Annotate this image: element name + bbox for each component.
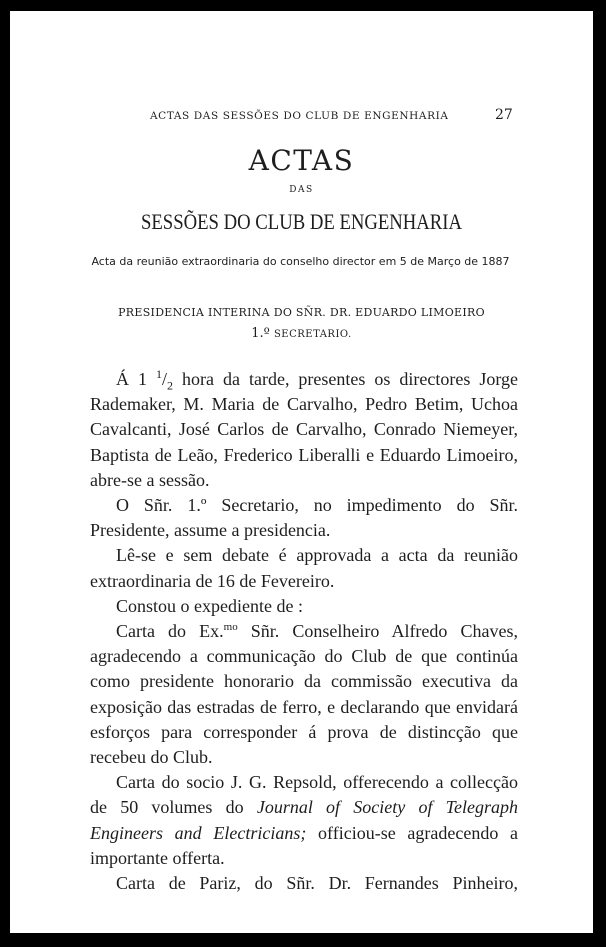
meeting-heading: Acta da reunião extraordinaria do conselho director em 5 de Março de 1887 [91,255,510,268]
club-title: SESSÕES DO CLUB DE ENGENHARIA [140,209,463,234]
paragraph-expedient: Constou o expediente de : [116,595,303,616]
letter-repsold-text: officiou-se agradecendo a importante offerta. [90,822,519,868]
paragraph-approval: Lê-se e sem debate é approvada a acta da reunião extraordinaria de 16 de Fevereiro. [90,545,518,591]
letter-repsold-start: Carta do socio J. G. Repsold, offerecendo a collecção de 50 volumes do [90,772,518,818]
opening-word: Á [116,369,129,389]
document-page [10,11,593,933]
letter-chaves-text: Sñr. Conselheiro Alfredo Chaves, agradecendo a communicação do Club de que continúa como presidente honorario da commissão executiva da exposição das estradas de ferro, e declarando que envidará esforços para corresponder á prova de distincção que recebeu do Club. [90,621,518,768]
secretary-line [10,326,593,341]
letter-chaves-start: Carta do Ex. [116,621,224,642]
secretary-label: SECRETARIO. [273,329,352,340]
running-header: ACTAS DAS SESSÕES DO CLUB DE ENGENHARIA [150,110,449,122]
fraction-numerator: 1 [156,367,162,381]
paragraph-letter-repsold [90,770,518,871]
page-number: 27 [495,107,513,123]
superscript-mo: mo [223,621,238,634]
fraction-denominator: 2 [167,378,174,393]
paragraph-presidency: O Sñr. 1.º Secretario, no impedimento do Sñr. Presidente, assume a presidencia. [90,495,518,541]
minutes-body [90,367,518,896]
paragraph-letter-pariz: Carta de Pariz, do Sñr. Dr. Fernandes Pinheiro, [116,873,518,894]
paragraph-letter-chaves [90,619,518,770]
title-connector: DAS [289,185,314,195]
paragraph-opening [90,367,518,493]
page-title: ACTAS [248,144,355,177]
journal-title: Journal of Society of Telegraph Engineers and Electricians; [90,797,518,843]
opening-text: hora da tarde, presentes os directores Jorge Rademaker, M. Maria de Carvalho, Pedro Betim, Uchoa Cavalcanti, José Carlos de Carvalho, Conrado Niemeyer, Baptista de Leão, Frederico Liberalli e Eduardo Limoeiro, abre-se a sessão. [90,369,519,490]
hour-number: 1 [138,369,147,389]
presidency-line: PRESIDENCIA INTERINA DO SÑR. DR. EDUARDO LIMOEIRO [118,306,485,319]
hour-fraction: $^1/_2$ [156,367,174,393]
secretary-ordinal: 1.º [251,326,270,341]
